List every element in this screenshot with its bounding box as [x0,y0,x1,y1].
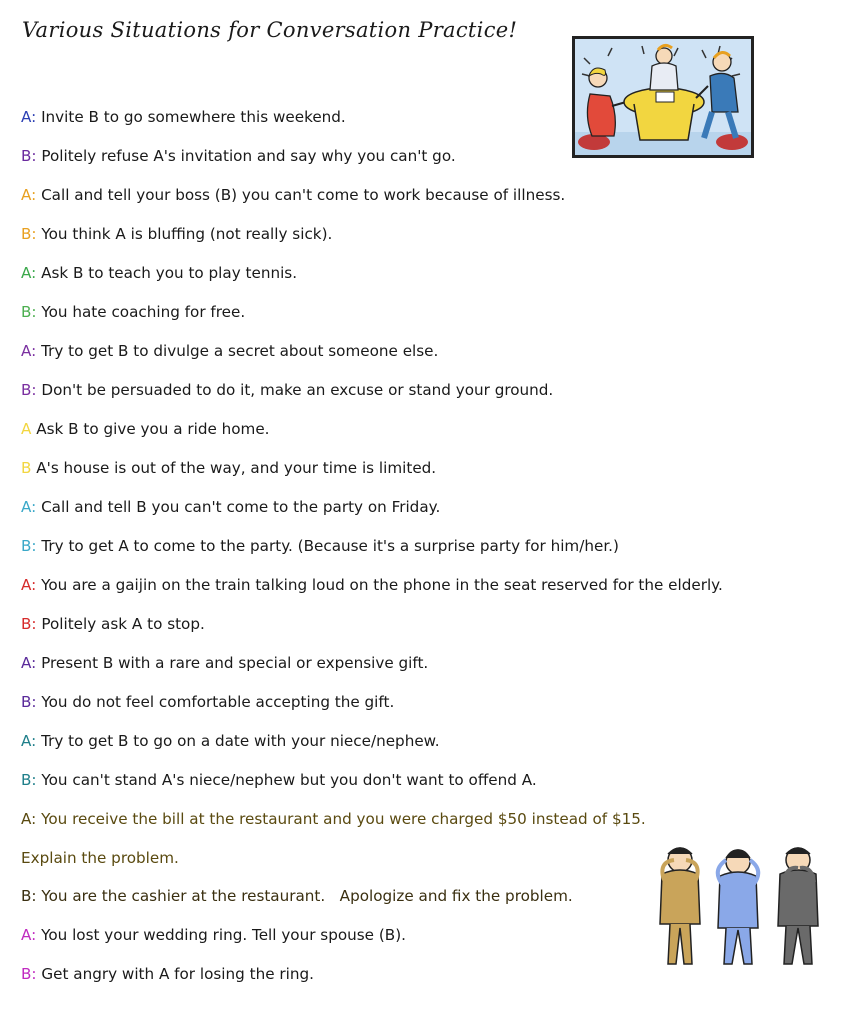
speaker-label: A: [21,498,37,516]
speaker-label: A: [21,576,37,594]
list-item [21,146,456,166]
list-item [21,770,537,790]
situation-text: Politely refuse A's invitation and say why you can't go. [41,147,456,165]
list-item [21,380,553,400]
speaker-label: B [21,459,32,477]
situation-text: Present B with a rare and special or expensive gift. [41,654,429,672]
list-item [21,731,440,751]
list-item [21,341,438,361]
list-item [21,575,723,595]
speaker-label: A: [21,264,37,282]
speaker-label: B: [21,381,37,399]
meeting-illustration [572,36,754,158]
list-item [21,614,205,634]
situation-text: You do not feel comfortable accepting the gift. [41,693,395,711]
page-title: Various Situations for Conversation Practice! [22,18,518,42]
list-item [21,302,245,322]
speaker-label: B: [21,147,37,165]
situation-text: A's house is out of the way, and your time is limited. [36,459,437,477]
speaker-label: B: [21,537,37,555]
list-item [21,263,297,283]
situation-text: Invite B to go somewhere this weekend. [41,108,346,126]
situation-text: You hate coaching for free. [41,303,246,321]
list-item [21,848,179,868]
situation-text: Ask B to give you a ride home. [36,420,270,438]
speaker-label: B: [21,303,37,321]
list-item [21,692,394,712]
list-item [21,809,646,829]
situation-text: Try to get B to go on a date with your niece/nephew. [41,732,440,750]
situation-text: Explain the problem. [21,849,179,867]
situation-text: Politely ask A to stop. [41,615,205,633]
situation-text: You think A is bluffing (not really sick). [41,225,333,243]
list-item [21,886,573,906]
speaker-label: A: [21,926,37,944]
list-item [21,964,314,984]
speaker-label: B: [21,887,37,905]
situation-text: Call and tell B you can't come to the party on Friday. [41,498,441,516]
situation-text: You are the cashier at the restaurant. Apologize and fix the problem. [41,887,573,905]
situation-text: Try to get A to come to the party. (Because it's a surprise party for him/her.) [41,537,619,555]
speaker-label: A: [21,810,37,828]
list-item [21,419,270,439]
situation-text: You are a gaijin on the train talking loud on the phone in the seat reserved for the elderly. [41,576,723,594]
speaker-label: B: [21,771,37,789]
speaker-label: A: [21,732,37,750]
three-people-illustration [650,840,830,970]
speaker-label: B: [21,615,37,633]
situation-text: You receive the bill at the restaurant and you were charged $50 instead of $15. [41,810,646,828]
situation-text: You lost your wedding ring. Tell your spouse (B). [41,926,406,944]
list-item [21,185,565,205]
speaker-label: B: [21,693,37,711]
speaker-label: A: [21,186,37,204]
list-item [21,497,440,517]
list-item [21,536,619,556]
list-item [21,458,436,478]
list-item [21,224,332,244]
list-item [21,653,428,673]
list-item [21,107,346,127]
situation-text: Get angry with A for losing the ring. [41,965,314,983]
speaker-label: A: [21,654,37,672]
situation-text: Don't be persuaded to do it, make an excuse or stand your ground. [41,381,554,399]
situation-text: Ask B to teach you to play tennis. [41,264,298,282]
speaker-label: B: [21,965,37,983]
speaker-label: B: [21,225,37,243]
speaker-label: A [21,420,32,438]
situation-text: Call and tell your boss (B) you can't come to work because of illness. [41,186,566,204]
situation-text: You can't stand A's niece/nephew but you don't want to offend A. [41,771,537,789]
speaker-label: A: [21,342,37,360]
list-item [21,925,406,945]
situation-text: Try to get B to divulge a secret about someone else. [41,342,439,360]
speaker-label: A: [21,108,37,126]
